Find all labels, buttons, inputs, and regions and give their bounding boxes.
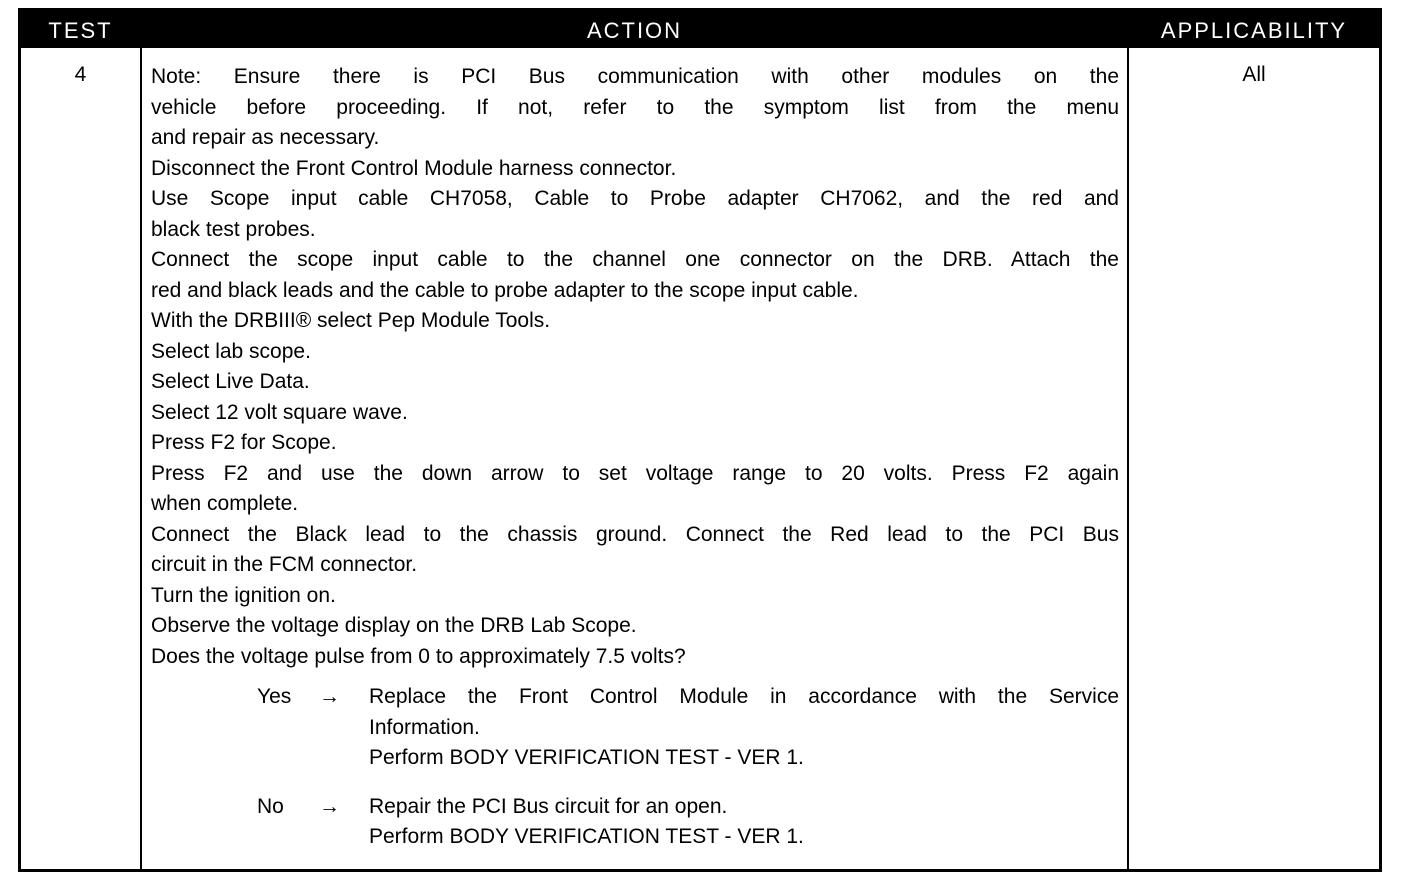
action-cell <box>151 62 1119 853</box>
action-line: Disconnect the Front Control Module harness connector. <box>151 156 677 180</box>
action-line: Connect the Black lead to the chassis ground. Connect the Red lead to the PCI Bus <box>151 522 1119 546</box>
applicability-value: All <box>1242 63 1266 86</box>
response-yes <box>151 682 1119 774</box>
action-line: Observe the voltage display on the DRB Lab Scope. <box>151 614 637 637</box>
action-line: Select Live Data. <box>151 370 310 393</box>
response-line: Repair the PCI Bus circuit for an open. <box>369 794 728 818</box>
action-line: With the DRBIII® select Pep Module Tools. <box>151 309 551 332</box>
action-line: red and black leads and the cable to probe adapter to the scope input cable. <box>151 278 859 302</box>
column-divider <box>1127 48 1129 869</box>
action-line: Select lab scope. <box>151 339 311 363</box>
action-line: Connect the scope input cable to the channel one connector on the DRB. Attach the <box>151 248 1119 271</box>
action-line: when complete. <box>151 492 299 515</box>
action-line: Turn the ignition on. <box>151 583 336 607</box>
action-line: and repair as necessary. <box>151 126 380 149</box>
right-arrow-icon: → <box>319 794 340 818</box>
action-line: Does the voltage pulse from 0 to approximately 7.5 volts? <box>151 644 686 668</box>
action-line: Press F2 for Scope. <box>151 431 337 454</box>
right-arrow-icon: → <box>319 685 340 708</box>
response-label-yes: Yes <box>257 685 292 708</box>
response-line: Information. <box>369 715 480 739</box>
action-line: circuit in the FCM connector. <box>151 553 418 576</box>
response-line: Replace the Front Control Module in accordance with the Service <box>369 685 1119 708</box>
response-line: Perform BODY VERIFICATION TEST - VER 1. <box>369 825 804 848</box>
action-line: Note: Ensure there is PCI Bus communication with other modules on the <box>151 65 1119 88</box>
diagnostic-test-table <box>18 8 1382 872</box>
action-line: Select 12 volt square wave. <box>151 400 408 424</box>
header-action: ACTION <box>586 18 683 43</box>
action-line: Press F2 and use the down arrow to set voltage range to 20 volts. Press F2 again <box>151 461 1119 485</box>
header-applicability: APPLICABILITY <box>1160 18 1348 43</box>
test-number: 4 <box>74 63 87 86</box>
table-header <box>21 11 1379 48</box>
response-line: Perform BODY VERIFICATION TEST - VER 1. <box>369 746 804 769</box>
action-line: Use Scope input cable CH7058, Cable to Probe adapter CH7062, and the red and <box>151 187 1119 210</box>
action-line: black test probes. <box>151 217 316 241</box>
header-test: TEST <box>48 18 113 43</box>
response-no <box>151 792 1119 853</box>
response-label-no: No <box>257 794 284 818</box>
column-divider <box>140 48 142 869</box>
action-line: vehicle before proceeding. If not, refer to the symptom list from the menu <box>151 95 1119 119</box>
